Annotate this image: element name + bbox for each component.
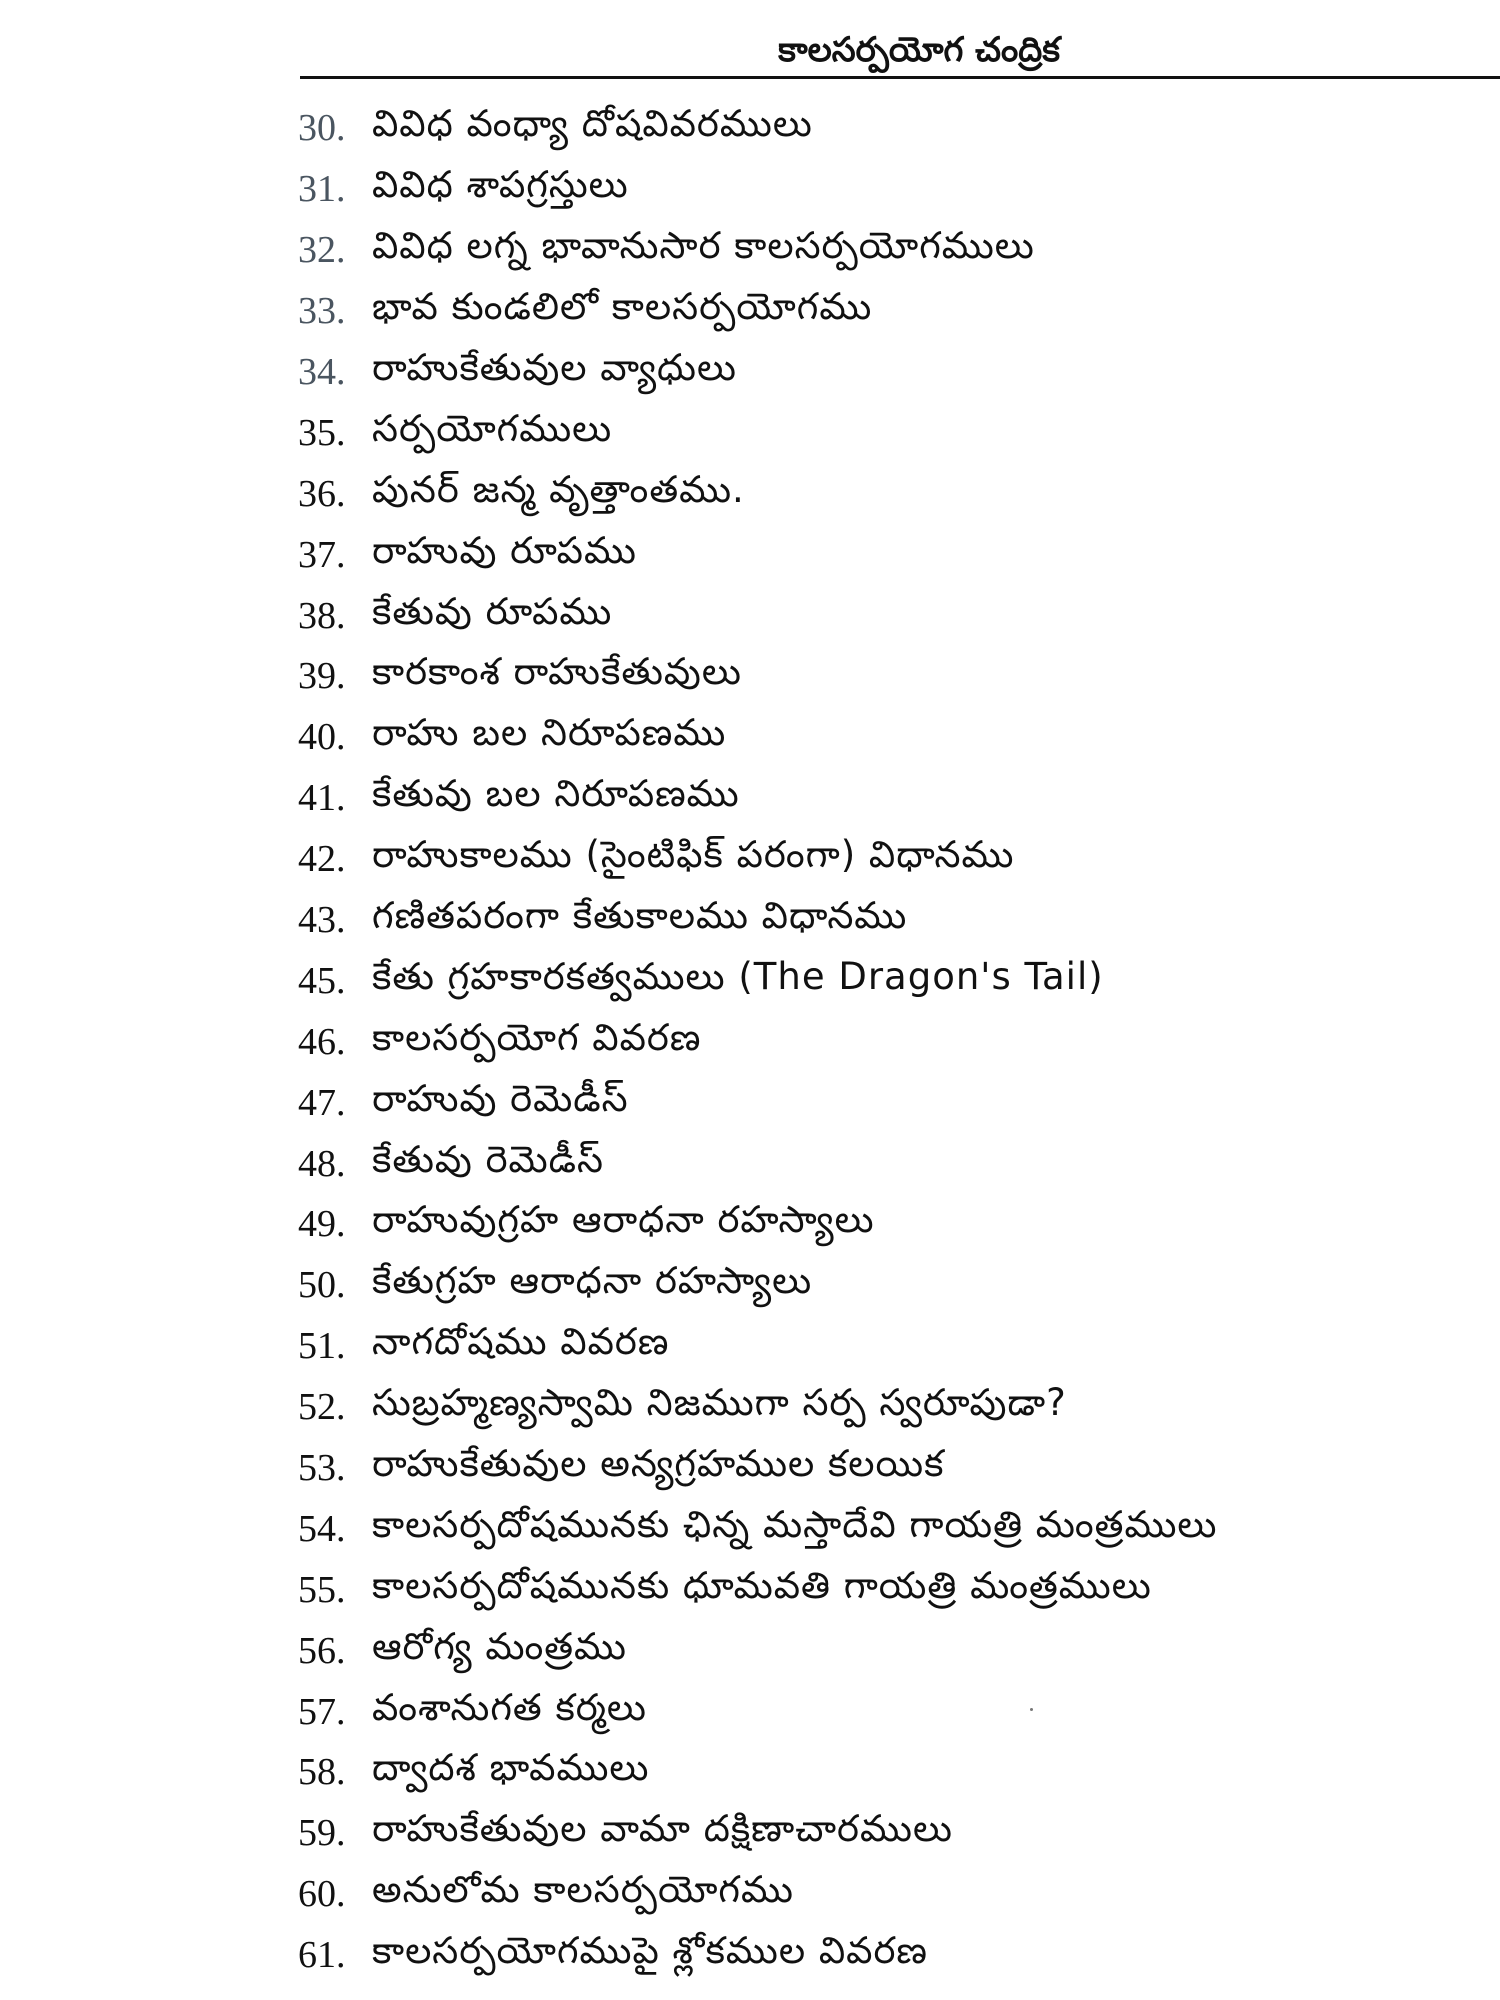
- entry-number: 60.: [298, 1873, 346, 1916]
- list-item: [298, 402, 1478, 463]
- entry-number: 50.: [298, 1264, 346, 1307]
- entry-title: కాలసర్పయోగ వివరణ: [372, 1015, 702, 1059]
- entry-title: కేతుగ్రహ ఆరాధనా రహస్యాలు: [372, 1259, 813, 1303]
- entry-title: వివిధ శాపగ్రస్తులు: [372, 163, 629, 207]
- entry-title: రాహువు రూపము: [372, 528, 637, 572]
- list-item: [298, 220, 1478, 281]
- list-item: [298, 159, 1478, 220]
- entry-number: 59.: [298, 1812, 346, 1855]
- entry-number: 54.: [298, 1507, 346, 1550]
- entry-title: కారకాంశ రాహుకేతువులు: [372, 650, 742, 694]
- entry-title: రాహువుగ్రహ ఆరాధనా రహస్యాలు: [372, 1198, 875, 1242]
- entry-number: 57.: [298, 1690, 346, 1733]
- list-item: [298, 342, 1478, 403]
- list-item: [298, 1803, 1478, 1864]
- entry-number: 56.: [298, 1629, 346, 1672]
- entry-number: 40.: [298, 716, 346, 759]
- list-item: [298, 463, 1478, 524]
- entry-number: 47.: [298, 1081, 346, 1124]
- entry-title: కేతువు బల నిరూపణము: [372, 772, 740, 816]
- entry-number: 45.: [298, 959, 346, 1002]
- list-item: [298, 1316, 1478, 1377]
- entry-number: 35.: [298, 411, 346, 454]
- contents-list: [298, 98, 1478, 1986]
- entry-title: సుబ్రహ్మణ్యస్వామి నిజముగా సర్ప స్వరూపుడా?: [372, 1381, 1067, 1425]
- entry-title: కేతు గ్రహకారకత్వములు (The Dragon's Tail): [372, 954, 1104, 998]
- entry-title: కాలసర్పదోషమునకు ధూమవతి గాయత్రి మంత్రములు: [372, 1563, 1152, 1607]
- entry-title: రాహుకేతువుల వామా దక్షిణాచారములు: [372, 1807, 953, 1851]
- list-item: [298, 890, 1478, 951]
- entry-title: రాహుకేతువుల వ్యాధులు: [372, 346, 737, 389]
- list-item: [298, 1438, 1478, 1499]
- entry-number: 49.: [298, 1203, 346, 1246]
- entry-number: 55.: [298, 1568, 346, 1611]
- entry-title: కాలసర్పయోగముపై శ్లోకముల వివరణ: [372, 1929, 928, 1973]
- list-item: [298, 281, 1478, 342]
- entry-number: 43.: [298, 899, 346, 942]
- entry-number: 37.: [298, 533, 346, 576]
- list-item: [298, 1498, 1478, 1559]
- entry-number: 32.: [298, 229, 346, 272]
- scan-speck: [1030, 1708, 1033, 1711]
- entry-title: రాహు బల నిరూపణము: [372, 711, 727, 755]
- entry-number: 51.: [298, 1325, 346, 1368]
- list-item: [298, 1559, 1478, 1620]
- entry-number: 61.: [298, 1934, 346, 1977]
- entry-number: 34.: [298, 351, 346, 393]
- list-item: [298, 829, 1478, 890]
- entry-title: పునర్ జన్మ వృత్తాంతము.: [372, 467, 745, 511]
- list-item: [298, 1133, 1478, 1194]
- entry-number: 30.: [298, 107, 346, 150]
- entry-number: 52.: [298, 1386, 346, 1429]
- entry-number: 36.: [298, 472, 346, 515]
- list-item: [298, 1742, 1478, 1803]
- entry-title: రాహుకేతువుల అన్యగ్రహముల కలయిక: [372, 1442, 945, 1486]
- entry-number: 46.: [298, 1020, 346, 1063]
- entry-number: 31.: [298, 168, 346, 211]
- entry-number: 33.: [298, 290, 346, 333]
- list-item: [298, 950, 1478, 1011]
- entry-title: ఆరోగ్య మంత్రము: [372, 1624, 627, 1668]
- list-item: [298, 524, 1478, 585]
- list-item: [298, 646, 1478, 707]
- entry-title: కేతువు రెమెడీస్: [372, 1137, 605, 1181]
- running-header-title: కాలసర్పయోగ చంద్రిక: [778, 30, 1060, 70]
- entry-title: గణితపరంగా కేతుకాలము విధానము: [372, 894, 908, 938]
- entry-title: నాగదోషము వివరణ: [372, 1320, 670, 1364]
- entry-number: 53.: [298, 1447, 346, 1490]
- entry-title: రాహువు రెమెడీస్: [372, 1076, 629, 1120]
- list-item: [298, 1255, 1478, 1316]
- entry-title: భావ కుండలిలో కాలసర్పయోగము: [372, 285, 873, 329]
- list-item: [298, 1925, 1478, 1986]
- entry-number: 41.: [298, 777, 346, 820]
- list-item: [298, 1072, 1478, 1133]
- entry-title: రాహుకాలము (సైంటిఫిక్ పరంగా) విధానము: [372, 833, 1015, 877]
- entry-title: వంశానుగత కర్మలు: [372, 1685, 647, 1729]
- list-item: [298, 707, 1478, 768]
- list-item: [298, 98, 1478, 159]
- entry-title: కేతువు రూపము: [372, 589, 613, 633]
- entry-title: సర్పయోగములు: [372, 406, 613, 450]
- header-divider: [300, 76, 1500, 79]
- list-item: [298, 768, 1478, 829]
- entry-number: 38.: [298, 594, 346, 637]
- entry-title: కాలసర్పదోషమునకు ఛిన్న మస్తాదేవి గాయత్రి మంత్రములు: [372, 1502, 1218, 1546]
- entry-title: అనులోమ కాలసర్పయోగము: [372, 1868, 794, 1912]
- entry-number: 48.: [298, 1142, 346, 1185]
- entry-number: 42.: [298, 838, 346, 881]
- list-item: [298, 1864, 1478, 1925]
- entry-number: 39.: [298, 655, 346, 698]
- list-item: [298, 585, 1478, 646]
- list-item: [298, 1377, 1478, 1438]
- entry-title: వివిధ వంధ్యా దోషవివరములు: [372, 102, 813, 146]
- list-item: [298, 1620, 1478, 1681]
- entry-title: ద్వాదశ భావములు: [372, 1746, 650, 1790]
- list-item: [298, 1681, 1478, 1742]
- entry-title: వివిధ లగ్న భావానుసార కాలసర్పయోగములు: [372, 224, 1035, 268]
- list-item: [298, 1011, 1478, 1072]
- list-item: [298, 1194, 1478, 1255]
- entry-number: 58.: [298, 1751, 346, 1794]
